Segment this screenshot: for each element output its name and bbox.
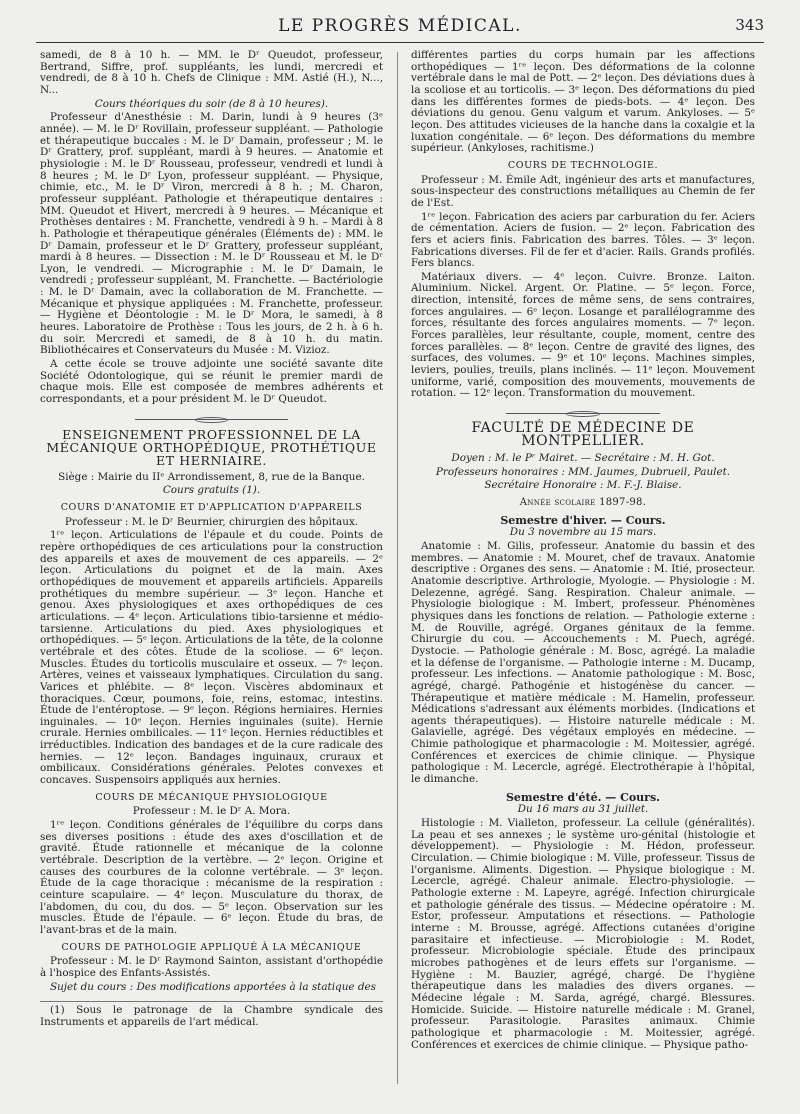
dean-line: Doyen : M. le Pʳ Mairet. — Secrétaire : M. H. Got. xyxy=(451,452,715,465)
subheading: Cours théoriques du soir (de 8 à 10 heures). xyxy=(94,97,329,110)
siege-line: Siège : Mairie du IIᵉ Arrondissement, 8, rue de la Banque. xyxy=(58,470,365,483)
school-year: Année scolaire 1897-98. xyxy=(519,497,647,508)
right-column xyxy=(411,50,755,1090)
paragraph: A cette école se trouve adjointe une société savante dite Société Odontologique, qui se réunit le premier mardi de chaque mois. Elle est composée de membres adhérents et correspondants, et a pour président M. le Dʳ Queudot. xyxy=(40,358,383,406)
subheading: Cours gratuits (1). xyxy=(162,484,261,497)
paragraph: samedi, de 8 à 10 h. — MM. le Dʳ Queudot, professeur, Bertrand, Siffre, prof. suppléants, les lundi, mercredi et vendredi, de 8 à 10 h. Chefs de Clinique : MM. Astié (H.), N..., N... xyxy=(40,50,383,96)
course-heading: COURS D'ANATOMIE ET D'APPLICATION D'APPAREILS xyxy=(60,502,363,513)
semester-dates: Du 16 mars au 31 juillet. xyxy=(517,803,649,816)
footnote-text: (1) Sous le patronage de la Chambre syndicale des Instruments et appareils de l'art médical. xyxy=(40,1004,383,1028)
paragraph: 1ʳᵉ leçon. Conditions générales de l'équilibre du corps dans ses diverses positions : étude des axes d'oscillation et de gravité. Étude rationnelle et mécanique de la colonne vertébrale. Description de la vertèbre. — 2ᵉ leçon. Origine et causes des courbures de la colonne vertébrale. — 3ᵉ leçon. Étude de la cage thoracique : mécanisme de la respiration : ceinture scapulaire. — 4ᵉ leçon. Musculature du thorax, de l'abdomen, du cou, du dos. — 5ᵉ leçon. Observation sur les muscles. Étude de l'épaule. — 6ᵉ leçon. Étude du bras, de l'avant-bras et de la main. xyxy=(40,819,383,936)
professor-line: Professeur : M. Émile Adt, ingénieur des arts et manufactures, sous-inspecteur des constructions métalliques au Chemin de fer de l'Est. xyxy=(411,173,755,209)
page-header xyxy=(36,14,764,43)
semester-dates: Du 3 novembre au 15 mars. xyxy=(509,526,657,539)
page-number: 343 xyxy=(735,16,764,34)
paragraph: 1ʳᵉ leçon. Articulations de l'épaule et du coude. Points de repère orthopédiques de ces articulations pour la construction des appareils et axes de mouvement de ces appareils. — 2ᵉ leçon. Articulations du poignet et de la main. Axes orthopédiques de mouvement et appareils artificiels. Appareils prothétiques du membre supérieur. — 3ᵉ leçon. Hanche et genou. Axes physiologiques et axes orthopédiques de ces articulations. — 4ᵉ leçon. Articulations tibio-tarsienne et médio-tarsienne. Articulations du pied. Axes physiologiques et orthopédiques. — 5ᵉ leçon. Articulations de la tête, de la colonne vertébrale et des côtes. Étude de la scoliose. — 6ᵉ leçon. Muscles. Études du torticolis musculaire et osseux. — 7ᵉ leçon. Artères, veines et vaisseaux lymphatiques. Circulation du sang. Varices et phlébite. — 8ᵉ leçon. Viscères abdominaux et thoraciques. Cœur, poumons, foie, reins, estomac, intestins. Étude de l'entéroptose. — 9ᵉ leçon. Régions herniaires. Hernies inguinales. — 10ᵉ leçon. Hernies inguinales (suite). Hernie crurale. Hernies ombilicales. — 11ᵉ leçon. Hernies réductibles et irréductibles. Indication des bandages et de la cure radicale des hernies. — 12ᵉ leçon. Bandages inguinaux, cruraux et ombilicaux. Considérations générales. Pelotes convexes et concaves. Suspensoirs appliqués aux hernies. xyxy=(40,529,383,787)
professor-line: Professeur : M. le Dʳ Beurnier, chirurgien des hôpitaux. xyxy=(64,515,359,528)
paragraph: Histologie : M. Vialleton, professeur. La cellule (généralités). La peau et ses annexes ; le système uro-génital (histologie et développement). — Physiologie : M. Hédon, professeur. Circulation. — Chimie biologique : M. Ville, professeur. Tissus de l'organisme. Aliments. Digestion. — Physique biologique : M. Lecercle, agrégé. Chaleur animale. Electro-physiologie. — Pathologie externe : M. Lapeyre, agrégé. Infection chirurgicale et pathologie générale des tissus. — Médecine opératoire : M. Estor, professeur. Amputations et résections. — Pathologie interne : M. Brousse, agrégé. Affections cutanées d'origine parasitaire et infectieuse. — Microbiologie : M. Rodet, professeur. Microbiologie spéciale. Étude des principaux microbes pathogènes et de leurs effets sur l'organisme. — Hygiène : M. Bauzier, agrégé, chargé. De l'hygiène thérapeutique dans les maladies des divers organes. — Médecine légale : M. Sarda, agrégé, chargé. Blessures. Homicide. Suicide. — Histoire naturelle médicale : M. Granel, professeur. Parasitologie. Parasites animaux. Chimie pathologique et pharmacologie : M. Moitessier, agrégé. Conférences et exercices de chimie clinique. — Physique patho- xyxy=(411,817,755,1051)
paragraph: Matériaux divers. — 4ᵉ leçon. Cuivre. Bronze. Laiton. Aluminium. Nickel. Argent. Or. Platine. — 5ᵉ leçon. Force, direction, intensité, forces de même sens, de sens contraires, forces angulaires. — 6ᵉ leçon. Losange et parallélogramme des forces, résultante des forces angulaires moments. — 7ᵉ leçon. Forces parallèles, leur résultante, couple, moment, centre des forces parallèles. — 8ᵉ leçon. Centre de gravité des lignes, des surfaces, des volumes. — 9ᵉ et 10ᵉ leçons. Machines simples, leviers, poulies, treuils, plans inclinés. — 11ᵉ leçon. Mouvement uniforme, varié, composition des mouvements, mouvements de rotation. — 12ᵉ leçon. Transformation du mouvement. xyxy=(411,270,755,400)
footnote xyxy=(40,1001,383,1028)
left-column xyxy=(40,50,383,1090)
column-divider xyxy=(397,52,398,1084)
journal-title: LE PROGRÈS MÉDICAL. xyxy=(278,16,522,36)
course-heading: COURS DE PATHOLOGIE APPLIQUÉ À LA MÉCANIQUE xyxy=(61,941,362,953)
semester-heading: Semestre d'hiver. — Cours. xyxy=(500,513,666,527)
paragraph: Sujet du cours : Des modifications apportées à la statique des xyxy=(50,980,376,993)
professor-line: Professeur : M. le Dʳ Raymond Sainton, assistant d'orthopédie à l'hospice des Enfants-Assistés. xyxy=(40,955,383,979)
paragraph: Professeur d'Anesthésie : M. Darin, lundi à 9 heures (3ᵉ année). — M. le Dʳ Rovillain, professeur suppléant. — Pathologie et thérapeutique buccales : M. le Dʳ Damain, professeur ; M. le Dʳ Grattery, prof. suppléant, mardi à 9 heures. — Anatomie et physiologie : M. le Dʳ Rousseau, professeur, vendredi et lundi à 8 heures ; M. le Dʳ Lyon, professeur suppléant. — Physique, chimie, etc., M. le Dʳ Viron, mercredi à 8 h. ; M. Charon, professeur suppléant. Pathologie et thérapeutique dentaires : MM. Queudot et Hivert, mercredi à 9 heures. — Mécanique et Prothèses dentaires : M. Franchette, vendredi à 9 h. – Mardi à 8 h. Pathologie et thérapeutique générales (Éléments de) : MM. le Dʳ Damain, professeur et le Dʳ Grattery, professeur suppléant, mardi à 8 heures. — Dissection : M. le Dʳ Rousseau et M. le Dʳ Lyon, le vendredi. — Micrographie : M. le Dʳ Damain, le vendredi ; professeur suppléant, M. Franchette. — Bactériologie : M. le Dʳ Damain, avec la collaboration de M. Franchette. — Mécanique et physique appliquées : M. Franchette, professeur. — Hygiène et Déontologie : M. le Dʳ Mora, le samedi, à 8 heures. Laboratoire de Prothèse : Tous les jours, de 2 h. à 6 h. du soir. Mercredi et samedi, de 8 à 10 h. du matin. Bibliothécaires et Conservateurs du Musée : M. Vizioz. xyxy=(40,111,383,357)
course-heading: COURS DE MÉCANIQUE PHYSIOLOGIQUE xyxy=(95,791,328,803)
honorary-professors: Professeurs honoraires : MM. Jaumes, Dubrueil, Paulet. xyxy=(435,465,731,478)
faculty-title: FACULTÉ DE MÉDECINE DE MONTPELLIER. xyxy=(471,420,695,450)
honorary-secretary: Secrétaire Honoraire : M. F.-J. Blaise. xyxy=(484,479,682,492)
ornament-divider xyxy=(411,410,755,418)
paragraph: différentes parties du corps humain par les affections orthopédiques — 1ʳᵉ leçon. Des déformations de la colonne vertébrale dans le mal de Pott. — 2ᵉ leçon. Des déviations dues à la scoliose et au torticolis. — 3ᵉ leçon. Des déformations du pied dans les différentes formes de pieds-bots. — 4ᵉ leçon. Des déviations du genou. Genu valgum et varum. Ankyloses. — 5ᵉ leçon. Des attitudes vicieuses de la hanche dans la coxalgie et la luxation congénitale. — 6ᵉ leçon. Des déformations du membre supérieur. (Ankyloses, rachitisme.) xyxy=(411,50,755,155)
course-heading: COURS DE TECHNOLOGIE. xyxy=(507,159,659,171)
ornament-divider xyxy=(40,416,383,424)
section-title: ENSEIGNEMENT PROFESSIONNEL DE LA MÉCANIQUE ORTHOPÉDIQUE, PROTHÉTIQUE ET HERNIAIRE. xyxy=(46,426,377,468)
paragraph: 1ʳᵉ leçon. Fabrication des aciers par carburation du fer. Aciers de cémentation. Aciers de fusion. — 2ᵉ leçon. Fabrication des fers et aciers finis. Fabrication des barres. Tôles. — 3ᵉ leçon. Fabrications diverses. Fil de fer et d'acier. Rails. Grands profilés. Fers blancs. xyxy=(411,210,755,270)
professor-line: Professeur : M. le Dʳ A. Mora. xyxy=(132,805,291,818)
paragraph: Anatomie : M. Gilis, professeur. Anatomie du bassin et des membres. — Anatomie : M. Mouret, chef de travaux. Anatomie descriptive : Organes des sens. — Anatomie : M. Itié, prosecteur. Anatomie descriptive. Arthrologie, Myologie. — Physiologie : M. Delezenne, agrégé. Sang. Respiration. Chaleur animale. — Physiologie biologique : M. Imbert, professeur. Phénomènes physiques dans les fonctions de relation. — Pathologie externe : M. de Rouville, agrégé. Organes génitaux de la femme. Chirurgie du cou. — Accouchements : M. Puech, agrégé. Dystocie. — Pathologie générale : M. Bosc, agrégé. La maladie et la défense de l'organisme. — Pathologie interne : M. Ducamp, professeur. Les infections. — Anatomie pathologique : M. Bosc, agrégé, chargé. Pathogénie et histogénèse du cancer. — Thérapeutique et matière médicale : M. Hamelin, professeur. Médications s'adressant aux éléments morbides. (Indications et agents thérapeutiques). — Histoire naturelle médicale : M. Galavielle, agrégé. Des végétaux employés en médecine. — Chimie pathologique et pharmacologie : M. Moitessier, agrégé. Conférences et exercices de chimie clinique. — Physique pathologique : M. Lecercle, agrégé. Electrothérapie à l'hôpital, le dimanche. xyxy=(411,539,755,786)
semester-heading: Semestre d'été. — Cours. xyxy=(505,790,660,804)
